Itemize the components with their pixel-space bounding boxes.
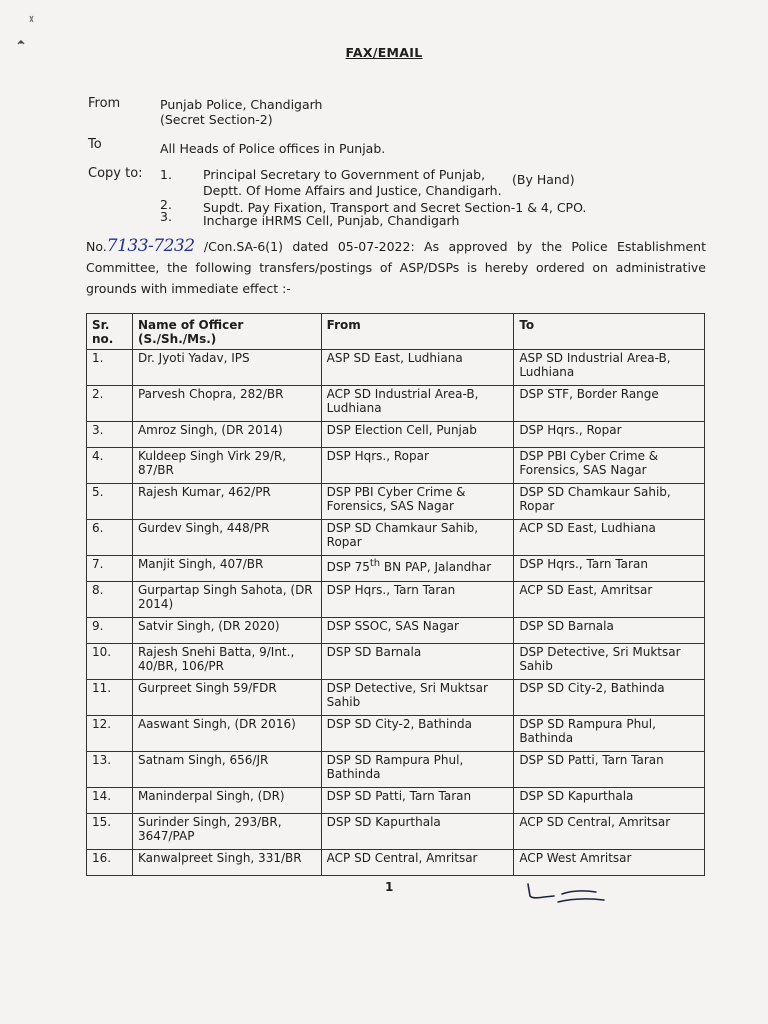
copy-item-3-num: 3. xyxy=(160,209,172,224)
cell-to: ACP SD Central, Amritsar xyxy=(514,814,705,850)
cell-to: DSP Detective, Sri Muktsar Sahib xyxy=(514,644,705,680)
ref-text: /Con.SA-6(1) dated 05-07-2022: As approved by the Police Establishment Committee, the following transfers/postings of ASP/DSPs is hereby ordered on administrative grounds with immediate effect :- xyxy=(86,239,706,296)
table-row xyxy=(87,716,705,752)
table-row xyxy=(87,350,705,386)
cell-sr: 11. xyxy=(87,680,133,716)
table-row xyxy=(87,644,705,680)
cell-sr: 6. xyxy=(87,520,133,556)
cell-from: ACP SD Central, Amritsar xyxy=(321,850,514,876)
cell-to: DSP Hqrs., Ropar xyxy=(514,422,705,448)
table-row xyxy=(87,556,705,582)
header-name: Name of Officer (S./Sh./Ms.) xyxy=(132,314,321,350)
cell-name: Satnam Singh, 656/JR xyxy=(132,752,321,788)
cell-name: Satvir Singh, (DR 2020) xyxy=(132,618,321,644)
cell-sr: 15. xyxy=(87,814,133,850)
reference-paragraph xyxy=(86,236,706,299)
cell-to: DSP PBI Cyber Crime & Forensics, SAS Nagar xyxy=(514,448,705,484)
from-line-1: Punjab Police, Chandigarh xyxy=(160,97,323,112)
cell-from: DSP Election Cell, Punjab xyxy=(321,422,514,448)
cell-sr: 13. xyxy=(87,752,133,788)
cell-sr: 7. xyxy=(87,556,133,582)
ref-prefix: No. xyxy=(86,239,107,254)
cell-name: Amroz Singh, (DR 2014) xyxy=(132,422,321,448)
cell-from: DSP Hqrs., Tarn Taran xyxy=(321,582,514,618)
cell-from: ASP SD East, Ludhiana xyxy=(321,350,514,386)
table-row xyxy=(87,618,705,644)
to-text: All Heads of Police offices in Punjab. xyxy=(160,141,386,156)
cell-to: DSP SD Barnala xyxy=(514,618,705,644)
cell-from: DSP Hqrs., Ropar xyxy=(321,448,514,484)
cell-from: DSP 75th BN PAP, Jalandhar xyxy=(321,556,514,582)
table-row xyxy=(87,582,705,618)
cell-name: Kuldeep Singh Virk 29/R, 87/BR xyxy=(132,448,321,484)
cell-from: DSP SD City-2, Bathinda xyxy=(321,716,514,752)
cell-to: DSP SD Kapurthala xyxy=(514,788,705,814)
table-row xyxy=(87,448,705,484)
table-row xyxy=(87,484,705,520)
header-sr-no: Sr. no. xyxy=(87,314,133,350)
cell-name: Rajesh Snehi Batta, 9/Int., 40/BR, 106/PR xyxy=(132,644,321,680)
table-row xyxy=(87,850,705,876)
from-line-2: (Secret Section-2) xyxy=(160,112,273,127)
cell-name: Manjit Singh, 407/BR xyxy=(132,556,321,582)
header-to: To xyxy=(514,314,705,350)
page-number: 1 xyxy=(385,880,394,894)
header-from: From xyxy=(321,314,514,350)
cell-sr: 3. xyxy=(87,422,133,448)
cell-sr: 12. xyxy=(87,716,133,752)
cell-to: DSP SD Rampura Phul, Bathinda xyxy=(514,716,705,752)
table-row xyxy=(87,814,705,850)
cell-name: Parvesh Chopra, 282/BR xyxy=(132,386,321,422)
cell-name: Gurpreet Singh 59/FDR xyxy=(132,680,321,716)
handwritten-signature-icon xyxy=(520,880,610,908)
table-row xyxy=(87,422,705,448)
copy-item-1-note: (By Hand) xyxy=(512,172,575,187)
cell-from: DSP SD Rampura Phul, Bathinda xyxy=(321,752,514,788)
cell-sr: 1. xyxy=(87,350,133,386)
punch-mark-icon xyxy=(14,10,44,50)
cell-name: Dr. Jyoti Yadav, IPS xyxy=(132,350,321,386)
cell-sr: 8. xyxy=(87,582,133,618)
cell-sr: 16. xyxy=(87,850,133,876)
table-header-row xyxy=(87,314,705,350)
cell-name: Kanwalpreet Singh, 331/BR xyxy=(132,850,321,876)
cell-to: ACP SD East, Amritsar xyxy=(514,582,705,618)
cell-to: DSP STF, Border Range xyxy=(514,386,705,422)
cell-to: DSP SD Patti, Tarn Taran xyxy=(514,752,705,788)
cell-name: Surinder Singh, 293/BR, 3647/PAP xyxy=(132,814,321,850)
table-row xyxy=(87,788,705,814)
copy-item-2-line-1: Supdt. Pay Fixation, Transport and Secret Section-1 & 4, CPO. xyxy=(203,200,587,215)
cell-name: Rajesh Kumar, 462/PR xyxy=(132,484,321,520)
copy-item-2-num: 2. xyxy=(160,197,172,212)
to-label: To xyxy=(88,137,102,152)
copy-item-1-num: 1. xyxy=(160,167,172,182)
cell-name: Gurdev Singh, 448/PR xyxy=(132,520,321,556)
table-row xyxy=(87,520,705,556)
copy-to-label: Copy to: xyxy=(88,166,143,181)
cell-to: ACP SD East, Ludhiana xyxy=(514,520,705,556)
cell-from: DSP SD Barnala xyxy=(321,644,514,680)
cell-name: Maninderpal Singh, (DR) xyxy=(132,788,321,814)
copy-item-3-line-1: Incharge iHRMS Cell, Punjab, Chandigarh xyxy=(203,213,460,228)
cell-from: DSP SSOC, SAS Nagar xyxy=(321,618,514,644)
cell-to: ASP SD Industrial Area-B, Ludhiana xyxy=(514,350,705,386)
copy-item-1-line-1: Principal Secretary to Government of Punjab, xyxy=(203,167,486,182)
cell-sr: 5. xyxy=(87,484,133,520)
cell-from: ACP SD Industrial Area-B, Ludhiana xyxy=(321,386,514,422)
cell-name: Aaswant Singh, (DR 2016) xyxy=(132,716,321,752)
cell-to: DSP SD City-2, Bathinda xyxy=(514,680,705,716)
cell-sr: 2. xyxy=(87,386,133,422)
cell-from: DSP SD Kapurthala xyxy=(321,814,514,850)
table-row xyxy=(87,386,705,422)
fax-title: FAX/EMAIL xyxy=(345,45,423,60)
table-row xyxy=(87,680,705,716)
transfers-table xyxy=(86,313,705,876)
cell-from: DSP SD Chamkaur Sahib, Ropar xyxy=(321,520,514,556)
cell-sr: 4. xyxy=(87,448,133,484)
cell-sr: 14. xyxy=(87,788,133,814)
cell-to: DSP SD Chamkaur Sahib, Ropar xyxy=(514,484,705,520)
from-label: From xyxy=(88,96,121,111)
cell-to: ACP West Amritsar xyxy=(514,850,705,876)
table-row xyxy=(87,752,705,788)
cell-to: DSP Hqrs., Tarn Taran xyxy=(514,556,705,582)
copy-item-1-line-2: Deptt. Of Home Affairs and Justice, Chandigarh. xyxy=(203,183,502,198)
cell-from: DSP Detective, Sri Muktsar Sahib xyxy=(321,680,514,716)
cell-sr: 9. xyxy=(87,618,133,644)
cell-from: DSP SD Patti, Tarn Taran xyxy=(321,788,514,814)
cell-sr: 10. xyxy=(87,644,133,680)
cell-name: Gurpartap Singh Sahota, (DR 2014) xyxy=(132,582,321,618)
handwritten-ref-number: 7133-7232 xyxy=(106,236,195,256)
cell-from: DSP PBI Cyber Crime & Forensics, SAS Nagar xyxy=(321,484,514,520)
